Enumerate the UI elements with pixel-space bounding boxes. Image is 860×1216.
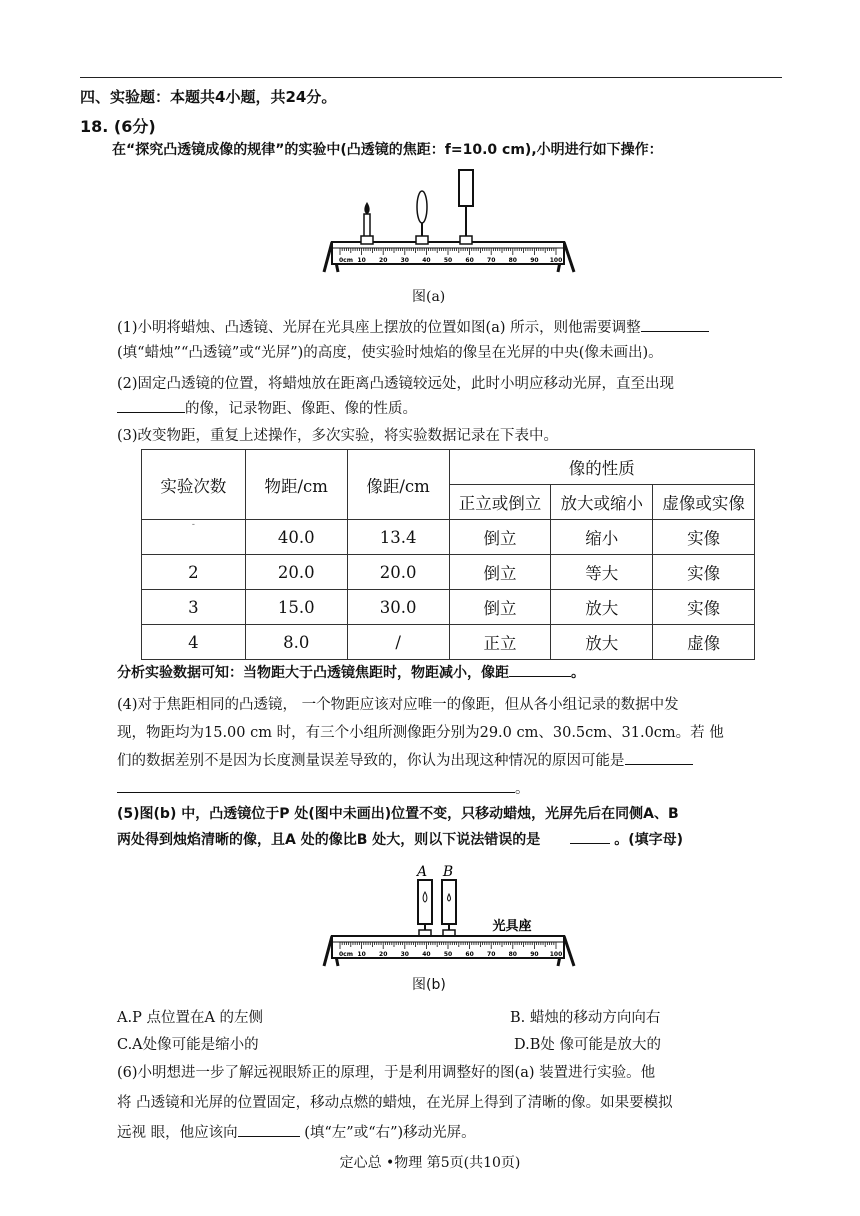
fig-a-tick-label: 50 (443, 257, 453, 264)
fig-a-tick-label: 70 (487, 257, 496, 264)
part3-text: (3)改变物距，重复上述操作，多次实验，将实验数据记录在下表中。 (117, 428, 559, 444)
data-table (141, 449, 755, 660)
answer-blank-3[interactable] (509, 662, 571, 677)
label-b: B (442, 864, 454, 880)
fig-a-tick-label: 20 (379, 257, 388, 264)
fig-b-tick-label: 20 (379, 951, 388, 958)
bench-label: 光具座 (492, 919, 532, 934)
part4-line1: (4)对于焦距相同的凸透镜， 一个物距应该对应唯一的像距，但从各小组记录的数据中发 (117, 697, 679, 713)
part5-line2: 两处得到烛焰清晰的像，且A 处的像比B 处大，则以下说法错误的是 。(填字母) (117, 829, 683, 849)
figure-b-caption: 图(b) (412, 977, 446, 993)
option-d[interactable]: D.B处 像可能是放大的 (514, 1037, 661, 1053)
table-row: 3 15.0 30.0 倒立 放大 实像 (142, 590, 755, 625)
subheader-real-virtual: 虚像或实像 (653, 485, 755, 520)
header-trial: 实验次数 (142, 450, 246, 520)
subheader-orientation: 正立或倒立 (449, 485, 551, 520)
question-intro: 在“探究凸透镜成像的规律”的实验中(凸透镜的焦距：f=10.0 cm),小明进行如下操作： (112, 142, 663, 158)
fig-b-tick-label: 100 (549, 951, 563, 958)
option-b[interactable]: B. 蜡烛的移动方向向右 (510, 1010, 661, 1026)
question-number: 18. (6分) (80, 117, 156, 136)
fig-b-tick-label: 10 (357, 951, 366, 958)
part1-line1: (1)小明将蜡烛、凸透镜、光屏在光具座上摆放的位置如图(a) 所示，则他需要调整 (117, 316, 709, 337)
section-heading: 四、实验题：本题共4小题，共24分。 (80, 88, 337, 106)
top-rule (80, 77, 782, 78)
label-a: A (416, 864, 428, 880)
part2-line2: 的像，记录物距、像距、像的性质。 (117, 397, 417, 418)
fig-b-tick-label: 50 (443, 951, 453, 958)
answer-blank-4b[interactable] (117, 778, 515, 793)
figure-a-caption: 图(a) (412, 289, 446, 305)
part5-line1: (5)图(b) 中，凸透镜位于P 处(图中未画出)位置不变，只移动蜡烛，光屏先后在同侧A、B (117, 806, 679, 822)
fig-a-tick-label: 90 (530, 257, 539, 264)
answer-blank-1[interactable] (641, 317, 709, 332)
fig-b-tick-label: 80 (508, 951, 517, 958)
fig-a-tick-label: 80 (508, 257, 517, 264)
figure-a-optical-bench (318, 162, 580, 282)
answer-blank-4[interactable] (625, 750, 693, 765)
analysis-text: 分析实验数据可知：当物距大于凸透镜焦距时，物距减小，像距 。 (117, 662, 585, 682)
part6-line1: (6)小明想进一步了解远视眼矫正的原理，于是利用调整好的图(a) 装置进行实验。他 (117, 1065, 656, 1081)
part2-line1: (2)固定凸透镜的位置，将蜡烛放在距离凸透镜较远处，此时小明应移动光屏，直至出现 (117, 376, 675, 392)
part1-line2: (填“蜡烛”“凸透镜”或“光屏”)的高度，使实验时烛焰的像呈在光屏的中央(像未画出)。 (117, 345, 663, 361)
table-row: - 40.0 13.4 倒立 缩小 实像 (142, 520, 755, 555)
subheader-size: 放大或缩小 (551, 485, 653, 520)
answer-blank-2[interactable] (117, 398, 185, 413)
option-c[interactable]: C.A处像可能是缩小的 (117, 1037, 259, 1053)
fig-b-tick-label: 90 (530, 951, 539, 958)
fig-a-tick-label: 0cm (339, 257, 353, 264)
table-row: 2 20.0 20.0 倒立 等大 实像 (142, 555, 755, 590)
option-a[interactable]: A.P 点位置在A 的左侧 (117, 1010, 264, 1026)
fig-b-tick-label: 40 (422, 951, 431, 958)
part4-line2: 现，物距均为15.00 cm 时，有三个小组所测像距分别为29.0 cm、30.5cm、31.0cm。若 他 (117, 725, 724, 741)
fig-b-tick-label: 60 (465, 951, 474, 958)
answer-blank-6[interactable] (238, 1122, 300, 1137)
fig-b-tick-label: 30 (400, 951, 409, 958)
part6-line3: 远视 眼，他应该向 (填“左”或“右”)移动光屏。 (117, 1121, 476, 1142)
fig-a-tick-label: 100 (549, 257, 563, 264)
fig-a-tick-label: 40 (422, 257, 431, 264)
part6-line2: 将 凸透镜和光屏的位置固定，移动点燃的蜡烛，在光屏上得到了清晰的像。如果要模拟 (117, 1095, 673, 1111)
fig-a-tick-label: 30 (400, 257, 409, 264)
page-footer: 定心总 •物理 第5页(共10页) (339, 1155, 521, 1171)
table-row: 4 8.0 / 正立 放大 虚像 (142, 625, 755, 660)
fig-b-tick-label: 70 (487, 951, 496, 958)
part4-line4: 。 (117, 777, 530, 798)
figure-b-optical-bench (318, 856, 580, 972)
header-object-distance: 物距/cm (245, 450, 347, 520)
answer-blank-5[interactable] (570, 829, 610, 844)
part4-line3: 们的数据差别不是因为长度测量误差导致的，你认为出现这种情况的原因可能是 (117, 749, 693, 770)
fig-a-tick-label: 60 (465, 257, 474, 264)
fig-b-tick-label: 0cm (339, 951, 353, 958)
fig-a-tick-label: 10 (357, 257, 366, 264)
header-image-distance: 像距/cm (347, 450, 449, 520)
header-image-nature: 像的性质 (449, 450, 754, 485)
